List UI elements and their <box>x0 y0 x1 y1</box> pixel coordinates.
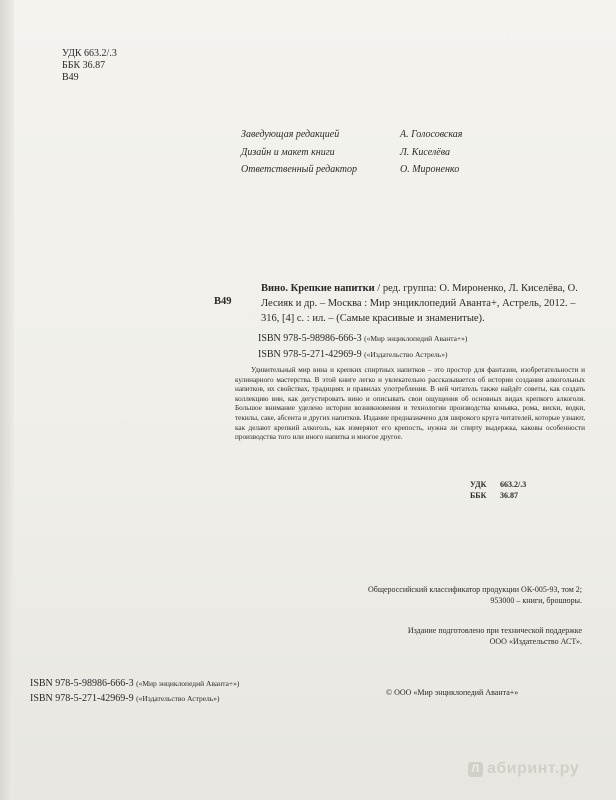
author-sign: В49 <box>62 72 79 83</box>
classifier-line: 953000 – книги, брошюры. <box>490 595 582 605</box>
bbk-line <box>470 490 526 501</box>
biblio-code: В49 <box>214 296 232 307</box>
isbn-line <box>258 331 467 347</box>
udk-line <box>470 479 526 490</box>
credit-name: Л. Киселёва <box>400 146 450 158</box>
bbk-code: ББК 36.87 <box>62 60 106 71</box>
support-line: ООО «Издательство АСТ». <box>489 636 582 646</box>
udk-code: УДК 663.2/.3 <box>62 48 117 59</box>
credit-role: Заведующая редакцией <box>241 129 340 140</box>
isbn-number: ISBN 978-5-271-42969-9 <box>30 693 134 704</box>
credit-row <box>241 126 462 144</box>
biblio-text: / ред. группа: О. Мироненко, Л. Киселёва, О. Лесияк и др. – Москва : Мир энциклопедий Аванта+, Астрель, 2012. – 316, [4] с. : ил. – (Самые красивые и знаменитые). <box>261 283 578 324</box>
udk-top-block <box>62 48 117 84</box>
credits-block <box>241 126 462 179</box>
product-classifier <box>300 585 582 606</box>
bbk-label: ББК <box>470 491 487 500</box>
isbn-publisher: («Мир энциклопедий Аванта+») <box>136 679 240 688</box>
isbn-publisher: («Издательство Астрель») <box>136 694 220 703</box>
udk-label: УДК <box>470 480 487 489</box>
bbk-value: 36.87 <box>500 491 518 500</box>
annotation: Удивительный мир вина и крепких спиртных напитков – это простор для фантазии, изобретательности и кулинарного мастерства. В этой книге легко и увлекательно рассказывается об истории создания алкогольных напитков, их свойствах, традициях и правилах употребления. В ней читатель также найдёт советы, как создать коллекцию вин, как дегустировать вино и описывать свои ощущения об основных видах крепкого алкоголя. Большое внимание уделено истории возникновения и технологии производства коньяка, рома, виски, водки, текилы, саке, абсента и других напитков. Издание предназначено для широкого круга читателей, которые узнают, как делают крепкий алкоголь, как измеряют его крепость, нужна ли спирту выдержка, каковы особенности производства того или иного напитка и многое другое. <box>235 366 585 442</box>
credit-role: Ответственный редактор <box>241 164 357 175</box>
watermark-text: абиринт.ру <box>487 760 580 777</box>
isbn-line <box>30 676 239 691</box>
classifier-line: Общероссийский классификатор продукции ОК-005-93, том 2; <box>367 585 582 594</box>
page-fold-shadow <box>0 0 14 800</box>
udk-right-block <box>470 479 526 501</box>
copyright: © ООО «Мир энциклопедий Аванта+» <box>386 688 519 697</box>
bibliographic-record <box>261 281 579 326</box>
isbn-block <box>258 331 467 363</box>
labirint-watermark <box>468 760 579 778</box>
labirint-logo-icon: Л <box>468 762 483 777</box>
isbn-publisher: («Мир энциклопедий Аванта+») <box>364 334 468 343</box>
support-line: Издание подготовлено при технической поддержке <box>407 626 582 635</box>
isbn-number: ISBN 978-5-271-42969-9 <box>258 349 362 360</box>
book-title: Вино. Крепкие напитки <box>261 283 375 294</box>
isbn-bottom-block <box>30 676 239 706</box>
credit-row <box>241 144 462 162</box>
udk-value: 663.2/.3 <box>500 480 527 489</box>
credit-row <box>241 161 462 179</box>
isbn-line <box>258 347 467 363</box>
isbn-line <box>30 691 239 706</box>
isbn-number: ISBN 978-5-98986-666-3 <box>258 333 362 344</box>
credit-role: Дизайн и макет книги <box>241 146 335 158</box>
isbn-publisher: («Издательство Астрель») <box>364 350 448 359</box>
technical-support-note <box>300 626 582 647</box>
credit-name: О. Мироненко <box>400 164 460 175</box>
credit-name: А. Голосовская <box>400 129 463 140</box>
isbn-number: ISBN 978-5-98986-666-3 <box>30 678 134 689</box>
